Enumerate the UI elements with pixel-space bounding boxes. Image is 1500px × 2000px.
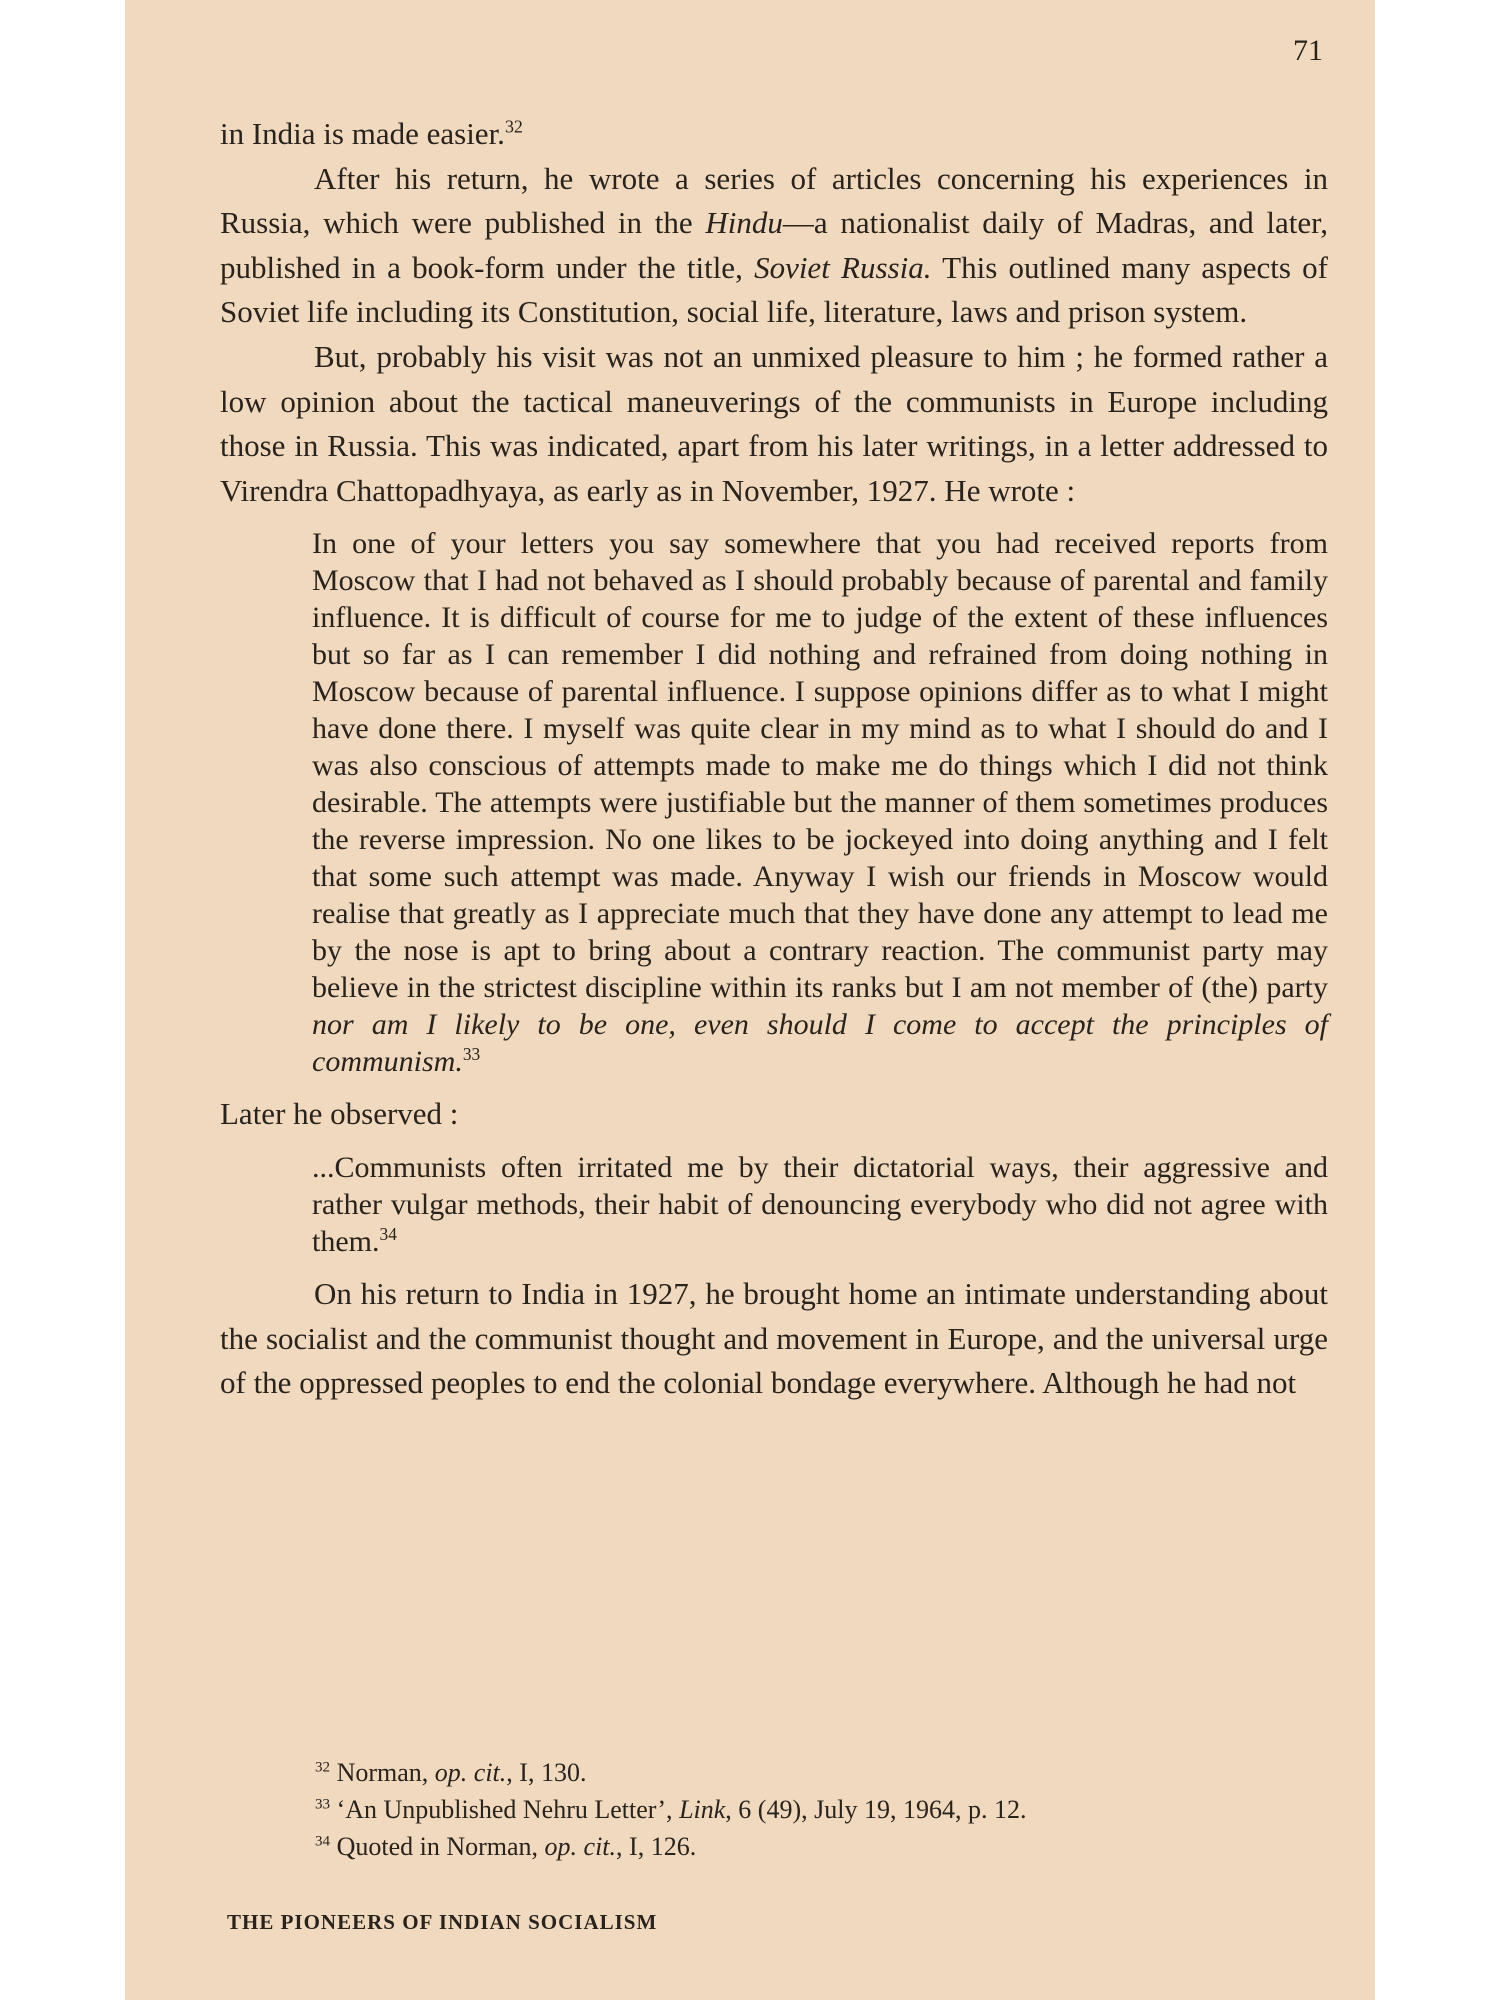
block-quote-letter [312,525,1328,1080]
quote-italic-text: nor am I likely to be one, even should I come to accept the principles of communism. [312,1008,1328,1079]
footnote-italic: Link [679,1795,726,1824]
block-quote-observation [312,1149,1328,1260]
paragraph-text: After his return, he wrote a series of articles concerning his experiences in Russia, which were published in the [220,160,1328,241]
footnote-mark: 32 [315,1759,331,1776]
footnote-ref-33: 33 [462,1044,481,1065]
paragraph-text: in India is made easier. [220,116,505,151]
newspaper-title: Hindu [705,205,783,241]
footnote-italic: op. cit. [434,1758,507,1787]
running-footer: THE PIONEERS OF INDIAN SOCIALISM [227,1910,658,1934]
book-page [125,0,1375,2000]
paragraph-later: Later he observed : [220,1096,459,1132]
paragraph-return: On his return to India in 1927, he brought home an intimate understanding about the socialist and the communist thought and movement in Europe, and the universal urge of the oppressed peoples to end the colonial bondage everywhere. Although he had not [220,1275,1328,1401]
paragraph-continued [220,112,1328,157]
footnote-text: , 6 (49), July 19, 1964, p. 12. [725,1795,1027,1824]
paragraph-text: This outlined many aspects of Soviet life including its Constitution, social life, literature, laws and prison system. [220,249,1328,330]
footnote-text: ‘An Unpublished Nehru Letter’, [330,1795,680,1824]
footnote-text: , I, 126. [616,1832,697,1861]
footnote-34 [315,1828,1026,1865]
footnote-mark: 34 [315,1833,331,1850]
quote-text: In one of your letters you say somewhere that you had received reports from Moscow that I had not behaved as I should probably because of parental and family influence. It is difficult of course for me to judge of the extent of these influences but so far as I can remember I did nothing and refrained from doing nothing in Moscow because of parental influence. I suppose opinions differ as to what I might have done there. I myself was quite clear in my mind as to what I should do and I was also conscious of attempts made to make me do things which I did not think desirable. The attempts were justifiable but the manner of them sometimes produces the reverse impression. No one likes to be jockeyed into doing anything and I felt that some such attempt was made. Anyway I wish our friends in Moscow would realise that greatly as I appreciate much that they have done any attempt to lead me by the nose is apt to bring about a contrary reaction. The communist party may believe in the strictest discipline within its ranks but I am not member of (the) party [312,527,1328,1005]
book-title: Soviet Russia. [754,249,932,285]
footnotes [315,1754,1026,1865]
paragraph-articles [220,157,1328,335]
page-number: 71 [1293,34,1323,67]
footnote-33 [315,1791,1026,1828]
footnote-text: , I, 130. [506,1758,587,1787]
body-text [220,112,1328,1406]
footnote-ref-34: 34 [379,1223,397,1244]
footnote-mark: 33 [315,1796,331,1813]
footnote-32 [315,1754,1026,1791]
paragraph-opinion: But, probably his visit was not an unmixed pleasure to him ; he formed rather a low opinion about the tactical maneuverings of the communists in Europe including those in Russia. This was indicated, apart from his later writings, in a letter addressed to Virendra Chattopadhyaya, as early as in November, 1927. He wrote : [220,338,1328,508]
footnote-text: Norman, [330,1758,435,1787]
paragraph-text: —a nationalist daily of Madras, and later, published in a book-form under the title, [220,205,1328,285]
footnote-ref-32: 32 [504,116,523,137]
quote-text: ...Communists often irritated me by their dictatorial ways, their aggressive and rather vulgar methods, their habit of denouncing everybody who did not agree with them. [312,1150,1328,1258]
footnote-italic: op. cit. [544,1832,617,1861]
footnote-text: Quoted in Norman, [330,1832,545,1861]
